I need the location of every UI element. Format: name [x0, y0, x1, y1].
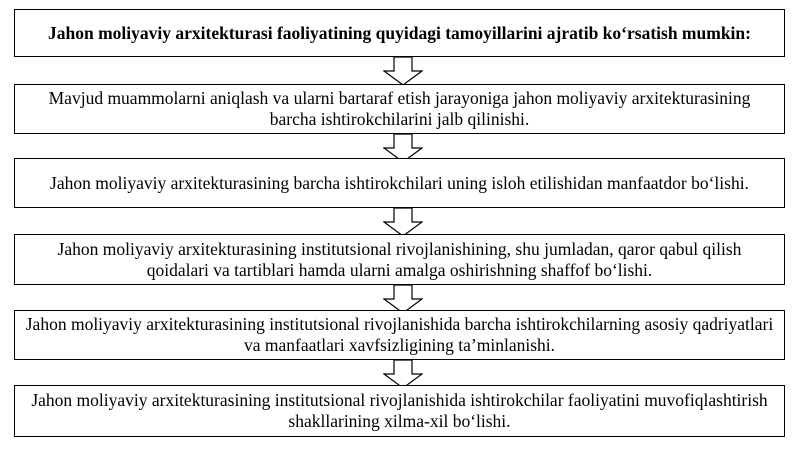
principle-box-3	[14, 234, 785, 285]
down-arrow-icon	[383, 56, 423, 86]
principle-box-4	[14, 310, 785, 360]
principle-box-2	[14, 158, 785, 208]
header-text: Jahon moliyaviy arxitekturasi faoliyatining quyidagi tamoyillarini ajratib ko‘rsatish mumkin:	[48, 22, 751, 43]
principle-text-3: Jahon moliyaviy arxitekturasining institutsional rivojlanishining, shu jumladan, qaror qabul qilish qoidalari va tartiblari hamda ularni amalga oshirishning shaffof bo‘lishi.	[57, 238, 742, 280]
down-arrow-icon	[383, 207, 423, 237]
principle-text-4: Jahon moliyaviy arxitekturasining institutsional rivojlanishida barcha ishtirokchilarning asosiy qadriyatlari va manfaatlari xavfsizligining ta’minlanishi.	[25, 314, 774, 355]
principle-box-1	[14, 84, 785, 134]
principle-text-2: Jahon moliyaviy arxitekturasining barcha ishtirokchilari uning isloh etilishidan manfaatdor bo‘lishi.	[50, 172, 749, 193]
header-box	[14, 9, 785, 57]
principle-box-5	[14, 385, 785, 437]
principle-text-1: Mavjud muammolarni aniqlash va ularni bartaraf etish jarayoniga jahon moliyaviy arxitekturasining barcha ishtirokchilarini jalb qilinishi.	[48, 88, 751, 129]
principle-text-5: Jahon moliyaviy arxitekturasining institutsional rivojlanishida ishtirokchilar faoliyatini muvofiqlashtirish shakllarining xilma-xil bo‘lishi.	[31, 390, 768, 431]
